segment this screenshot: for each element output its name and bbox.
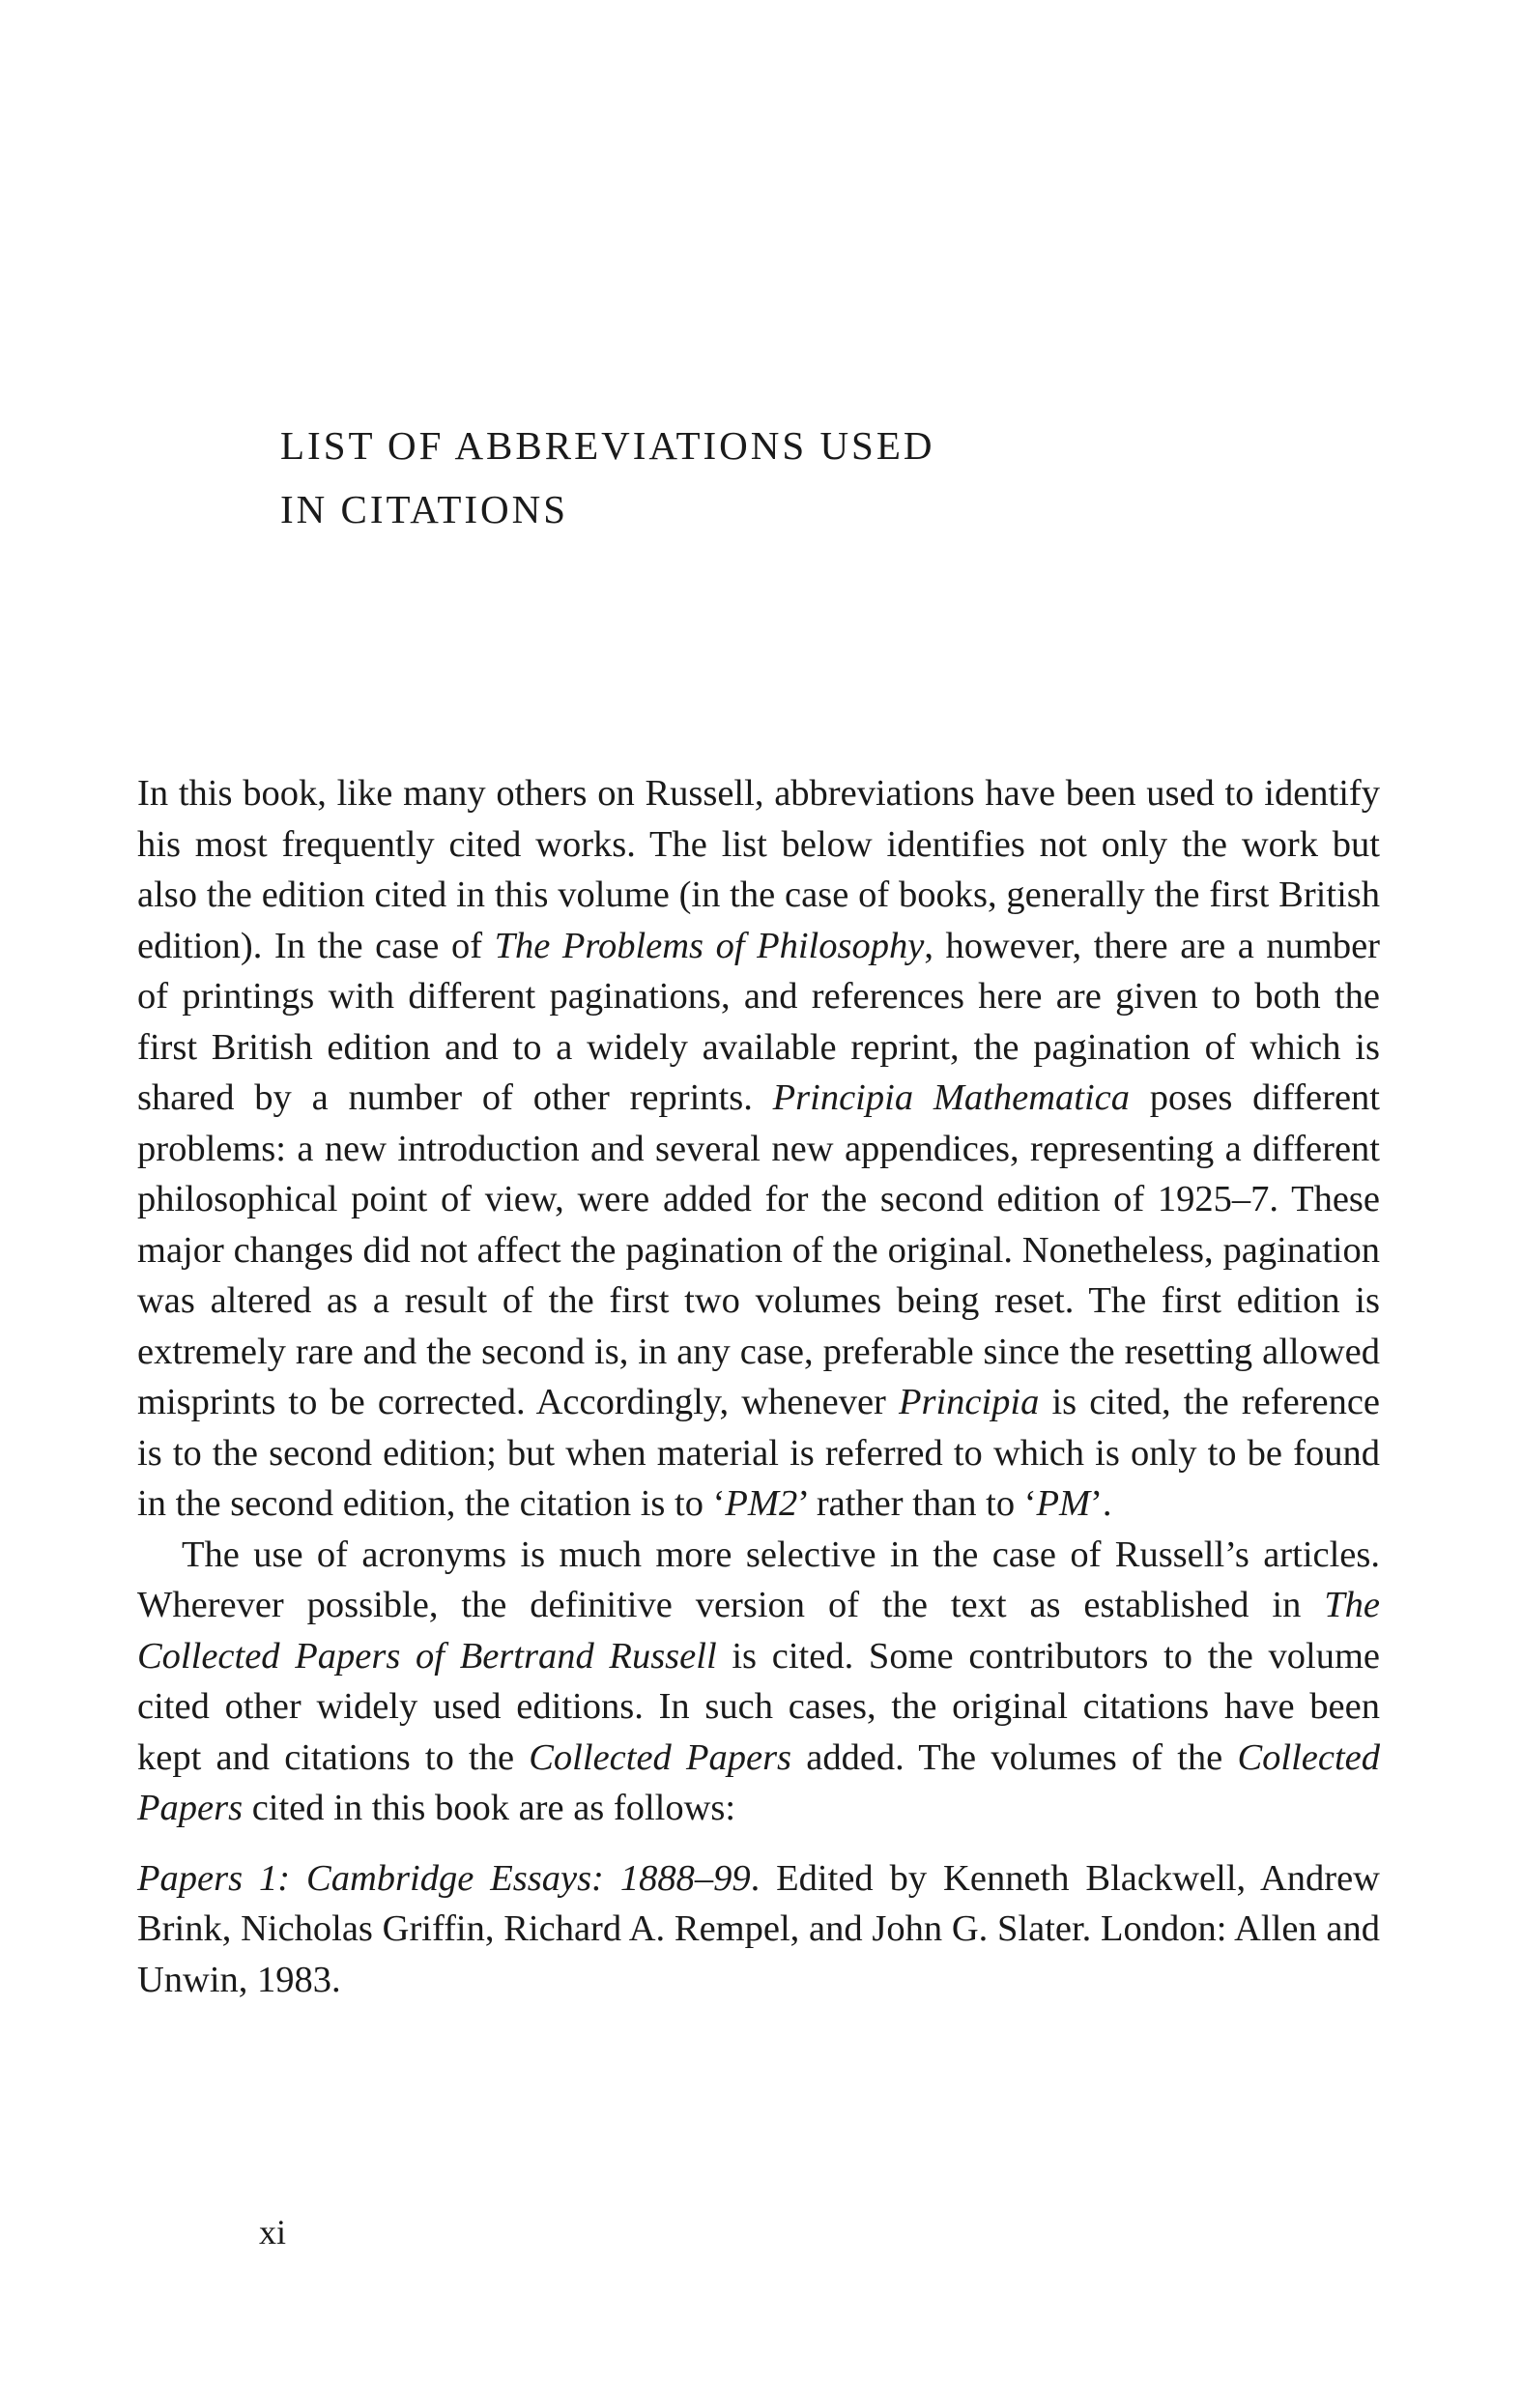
text-run: ’ rather than to ‘ (797, 1483, 1037, 1524)
book-title: The Collected Papers of Bertrand Russell (137, 1585, 1380, 1677)
page-title (280, 414, 1247, 541)
bibliography-entry (137, 1853, 1380, 2006)
intro-paragraph (137, 768, 1380, 1530)
text-run: ’. (1090, 1483, 1112, 1524)
abbreviation: PM2 (725, 1483, 798, 1524)
book-title: The Problems of Philosophy (494, 925, 925, 966)
book-title: Collected Papers (529, 1736, 792, 1778)
text-run: The use of acronyms is much more selective in the case of Russell’s articles. Wherever possible, the definitive version of the text as established in (137, 1534, 1380, 1625)
page-number: xi (259, 2213, 287, 2251)
text-run: cited in this book are as follows: (243, 1788, 736, 1828)
articles-paragraph (137, 1530, 1380, 1834)
text-run: poses different problems: a new introduction and several new appendices, representing a different philosophical point of view, were added for the second edition of 1925–7. These major changes did not affect the pagination of the original. Nonetheless, pagination was altered as a result of the first two volumes being reset. The first edition is extremely rare and the second is, in any case, preferable since the resetting allowed misprints to be corrected. Accordingly, whenever (137, 1077, 1380, 1422)
entry-details: . Edited by Kenneth Blackwell, Andrew Brink, Nicholas Griffin, Richard A. Rempel, and John G. Slater. London: Allen and Unwin, 1983. (137, 1857, 1380, 2000)
entry-title: Papers 1: Cambridge Essays: 1888–99 (137, 1857, 751, 1899)
book-title: Principia (898, 1382, 1040, 1422)
page-title-line-1: LIST OF ABBREVIATIONS USED (280, 423, 935, 468)
text-run: added. The volumes of the (791, 1736, 1238, 1778)
abbreviation: PM (1036, 1483, 1091, 1524)
page-title-line-2: IN CITATIONS (280, 487, 569, 531)
book-title: Collected Papers (137, 1736, 1380, 1828)
book-title: Principia Mathematica (772, 1077, 1131, 1118)
text-run: In this book, like many others on Russell, abbreviations have been used to identify his most frequently cited works. The list below identifies not only the work but also the edition cited in this volume (in the case of books, generally the first British edition). In the case of (137, 773, 1380, 966)
body-text (137, 768, 1380, 2005)
text-run: is cited, the reference is to the second edition; but when material is referred to which is only to be found in the second edition, the citation is to ‘ (137, 1382, 1380, 1524)
text-run: is cited. Some contributors to the volume cited other widely used editions. In such cases, the original citations have been kept and citations to the (137, 1635, 1380, 1778)
text-run: , however, there are a number of printings with different paginations, and references here are given to both the first British edition and to a widely available reprint, the pagination of which is shared by a number of other reprints. (137, 925, 1380, 1118)
